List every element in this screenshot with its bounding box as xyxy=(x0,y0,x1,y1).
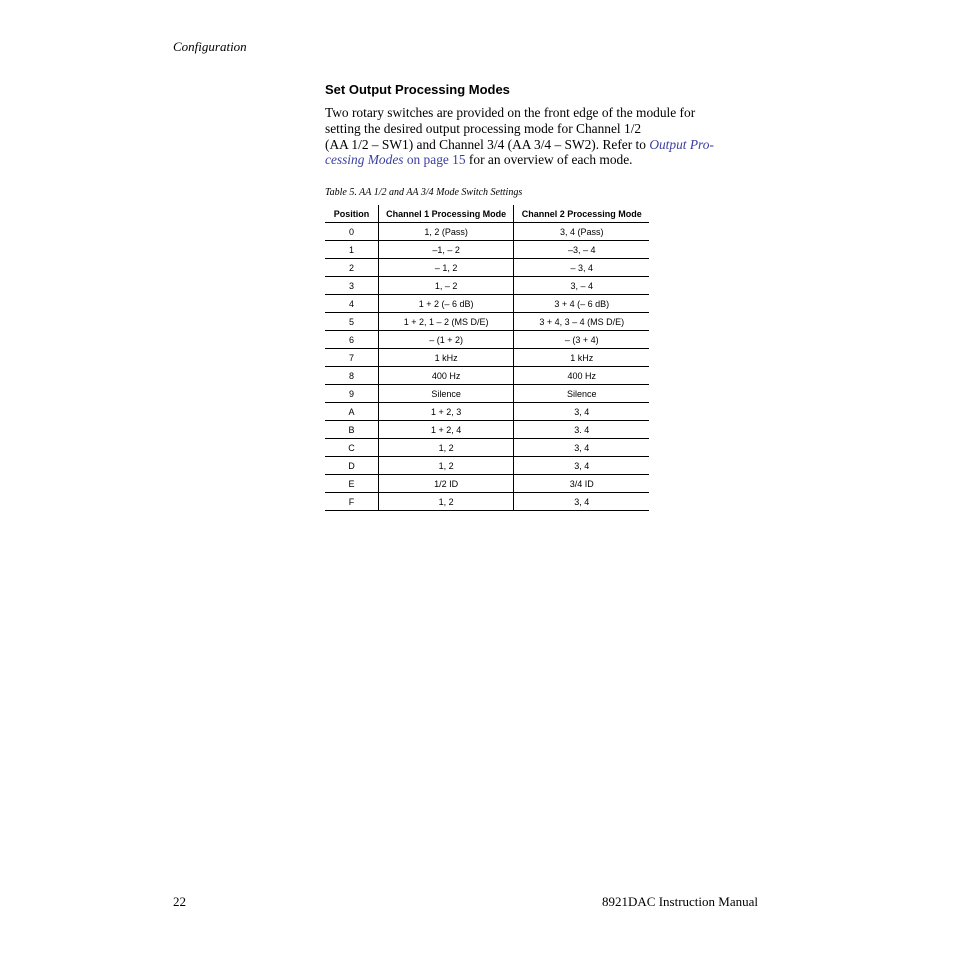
cell-channel1-mode: 1 + 2, 1 – 2 (MS D/E) xyxy=(378,313,514,331)
mode-switch-table xyxy=(325,205,649,511)
cell-channel2-mode: 3 + 4 (– 6 dB) xyxy=(514,295,649,313)
table-row xyxy=(325,439,649,457)
cell-channel2-mode: 3. 4 xyxy=(514,421,649,439)
table-row xyxy=(325,403,649,421)
column-header-channel1: Channel 1 Processing Mode xyxy=(378,205,514,223)
table-row xyxy=(325,385,649,403)
cell-channel2-mode: Silence xyxy=(514,385,649,403)
paragraph-text: for an overview of each mode. xyxy=(465,152,633,168)
table-row xyxy=(325,421,649,439)
paragraph-line xyxy=(325,152,745,168)
cell-channel2-mode: 400 Hz xyxy=(514,367,649,385)
cell-position: A xyxy=(325,403,378,421)
cell-channel1-mode: 1 kHz xyxy=(378,349,514,367)
cell-channel2-mode: 3, 4 xyxy=(514,457,649,475)
paragraph-line: setting the desired output processing mode for Channel 1/2 xyxy=(325,120,642,136)
cell-channel1-mode: 1 + 2, 3 xyxy=(378,403,514,421)
cell-channel1-mode: –1, – 2 xyxy=(378,241,514,259)
cell-channel1-mode: 1, – 2 xyxy=(378,277,514,295)
cell-position: 9 xyxy=(325,385,378,403)
cell-channel1-mode: – 1, 2 xyxy=(378,259,514,277)
cell-channel2-mode: 3, 4 (Pass) xyxy=(514,223,649,241)
paragraph-line xyxy=(325,137,745,153)
cell-position: 2 xyxy=(325,259,378,277)
table-row xyxy=(325,475,649,493)
cell-channel1-mode: 1, 2 (Pass) xyxy=(378,223,514,241)
cell-channel2-mode: 3/4 ID xyxy=(514,475,649,493)
cell-position: B xyxy=(325,421,378,439)
cell-position: 0 xyxy=(325,223,378,241)
cell-channel2-mode: –3, – 4 xyxy=(514,241,649,259)
cell-position: D xyxy=(325,457,378,475)
table-row xyxy=(325,457,649,475)
table-row xyxy=(325,367,649,385)
table-body xyxy=(325,223,649,511)
cross-reference-link-part2[interactable]: cessing Modes xyxy=(325,152,404,168)
manual-title: 8921DAC Instruction Manual xyxy=(602,894,758,909)
table-row xyxy=(325,259,649,277)
cell-channel2-mode: 1 kHz xyxy=(514,349,649,367)
cell-position: 1 xyxy=(325,241,378,259)
table-row xyxy=(325,349,649,367)
cell-channel2-mode: 3 + 4, 3 – 4 (MS D/E) xyxy=(514,313,649,331)
cell-channel1-mode: 400 Hz xyxy=(378,367,514,385)
table-row xyxy=(325,277,649,295)
running-head: Configuration xyxy=(173,39,247,54)
column-header-channel2: Channel 2 Processing Mode xyxy=(514,205,649,223)
cell-position: 6 xyxy=(325,331,378,349)
paragraph-line: Two rotary switches are provided on the front edge of the module for xyxy=(325,105,696,120)
cell-channel1-mode: 1 + 2, 4 xyxy=(378,421,514,439)
cell-position: 3 xyxy=(325,277,378,295)
cell-position: 5 xyxy=(325,313,378,331)
cell-channel1-mode: 1, 2 xyxy=(378,493,514,511)
body-paragraph xyxy=(325,105,745,168)
column-header-position: Position xyxy=(325,205,378,223)
cell-position: 4 xyxy=(325,295,378,313)
cell-channel2-mode: – (3 + 4) xyxy=(514,331,649,349)
section-title: Set Output Processing Modes xyxy=(325,82,510,97)
cell-channel1-mode: 1, 2 xyxy=(378,457,514,475)
cross-reference-link-part1[interactable]: Output Pro- xyxy=(649,136,714,152)
table-row xyxy=(325,493,649,511)
cell-channel2-mode: 3, – 4 xyxy=(514,277,649,295)
cell-channel2-mode: 3, 4 xyxy=(514,493,649,511)
cell-channel1-mode: Silence xyxy=(378,385,514,403)
table-row xyxy=(325,295,649,313)
table-row xyxy=(325,313,649,331)
cell-position: 7 xyxy=(325,349,378,367)
table-row xyxy=(325,331,649,349)
cell-position: C xyxy=(325,439,378,457)
cell-channel1-mode: – (1 + 2) xyxy=(378,331,514,349)
cell-channel2-mode: – 3, 4 xyxy=(514,259,649,277)
table-row xyxy=(325,241,649,259)
cell-channel1-mode: 1 + 2 (– 6 dB) xyxy=(378,295,514,313)
cell-channel2-mode: 3, 4 xyxy=(514,439,649,457)
page-number: 22 xyxy=(173,894,186,909)
cell-channel1-mode: 1/2 ID xyxy=(378,475,514,493)
page-reference-link[interactable]: on page 15 xyxy=(403,152,466,168)
cell-position: 8 xyxy=(325,367,378,385)
cell-position: E xyxy=(325,475,378,493)
table-row xyxy=(325,223,649,241)
table-header-row xyxy=(325,205,649,223)
cell-channel1-mode: 1, 2 xyxy=(378,439,514,457)
cell-channel2-mode: 3, 4 xyxy=(514,403,649,421)
paragraph-text: (AA 1/2 – SW1) and Channel 3/4 (AA 3/4 – SW2). Refer to xyxy=(325,136,650,152)
table-caption: Table 5. AA 1/2 and AA 3/4 Mode Switch Settings xyxy=(325,187,523,198)
cell-position: F xyxy=(325,493,378,511)
